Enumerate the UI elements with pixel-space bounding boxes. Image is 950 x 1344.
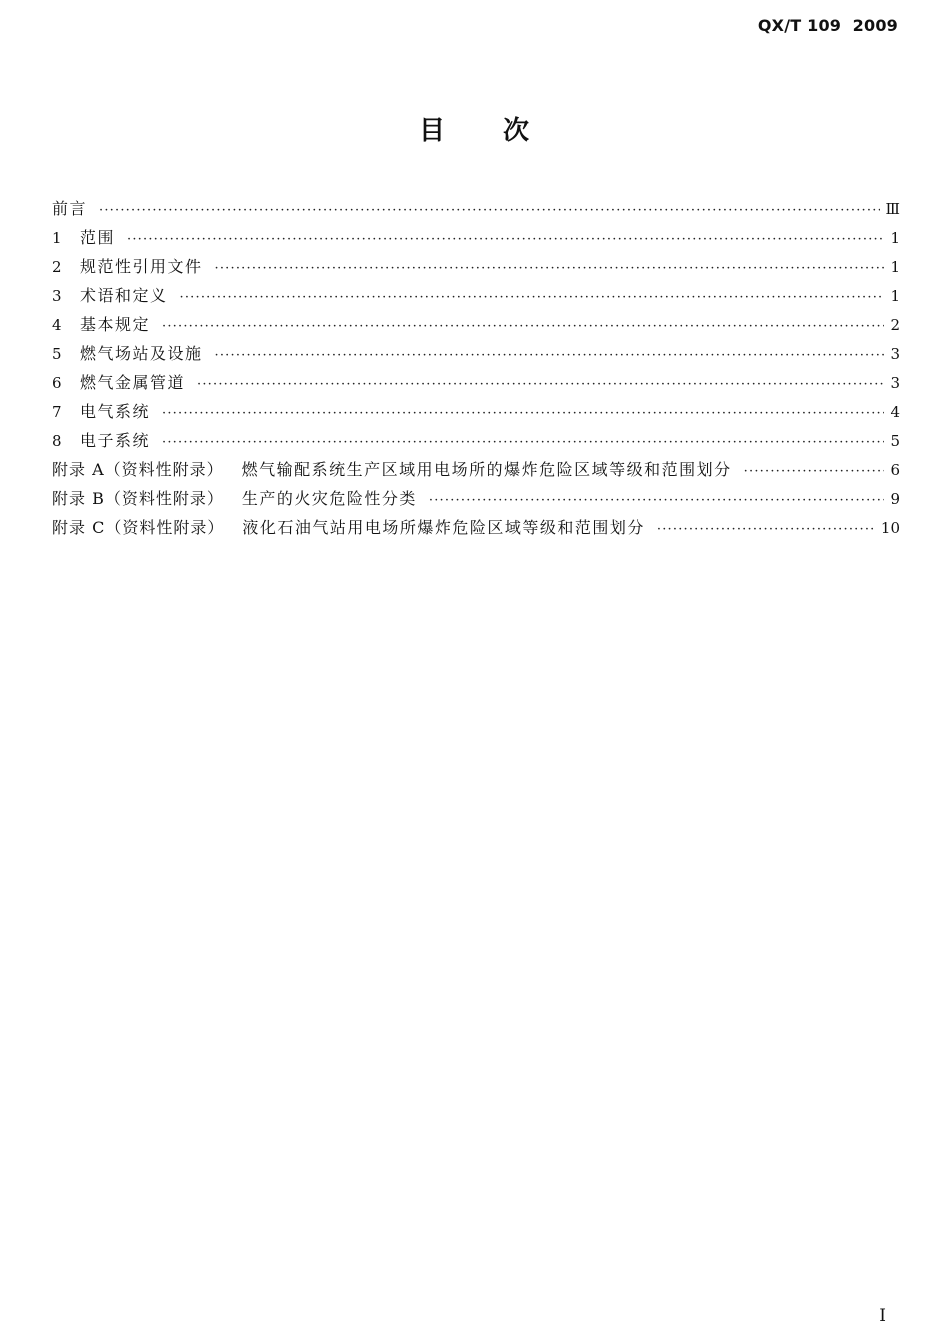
- toc-entry-label: 范围: [80, 228, 116, 247]
- toc-entry-label: 前言: [52, 199, 88, 218]
- toc-annex-prefix: 附录 A（资料性附录）: [52, 460, 224, 479]
- toc-entry-annex-a[interactable]: [52, 455, 900, 484]
- toc-entry-page: 3: [890, 374, 900, 392]
- toc-entry-5[interactable]: [52, 339, 900, 368]
- toc-entry-4[interactable]: [52, 310, 900, 339]
- toc-dot-leader: [215, 254, 885, 283]
- toc-entry-page: 5: [890, 432, 900, 450]
- toc-entry-label: 基本规定: [80, 315, 151, 334]
- toc-dot-leader: [657, 515, 875, 544]
- toc-entry-number: 5: [52, 345, 62, 363]
- toc-entry-page: 10: [880, 519, 900, 537]
- toc-dot-leader: [162, 399, 884, 428]
- toc-entry-number: 8: [52, 432, 62, 450]
- toc-entry-page: Ⅲ: [885, 200, 900, 218]
- toc-entry-number: 1: [52, 229, 62, 247]
- toc-entry-label: 电子系统: [80, 431, 151, 450]
- toc-entry-label: 燃气场站及设施: [80, 344, 203, 363]
- toc-entry-number: 7: [52, 403, 62, 421]
- toc-entry-page: 1: [890, 229, 900, 247]
- toc-entry-annex-c[interactable]: [52, 513, 900, 542]
- toc-entry-label: 术语和定义: [80, 286, 168, 305]
- toc-title-right: 次: [503, 116, 532, 146]
- toc-entry-number: 4: [52, 316, 62, 334]
- toc-dot-leader: [215, 341, 885, 370]
- page-folio: I: [879, 1306, 886, 1326]
- toc-entry-page: 4: [890, 403, 900, 421]
- toc-entry-page: 9: [890, 490, 900, 508]
- toc-entry-label: 生产的火灾危险性分类: [241, 489, 417, 508]
- toc-entry-label: 燃气金属管道: [80, 373, 186, 392]
- toc-dot-leader: [99, 196, 880, 225]
- toc-entry-foreword[interactable]: [52, 194, 900, 223]
- toc-entry-8[interactable]: [52, 426, 900, 455]
- toc-dot-leader: [162, 428, 884, 457]
- toc-list: [52, 194, 900, 542]
- toc-entry-label: 液化石油气站用电场所爆炸危险区域等级和范围划分: [242, 518, 645, 537]
- toc-entry-7[interactable]: [52, 397, 900, 426]
- toc-entry-6[interactable]: [52, 368, 900, 397]
- toc-entry-3[interactable]: [52, 281, 900, 310]
- toc-entry-page: 6: [890, 461, 900, 479]
- toc-entry-2[interactable]: [52, 252, 900, 281]
- toc-title-left: 目: [418, 116, 447, 146]
- toc-entry-label: 规范性引用文件: [80, 257, 203, 276]
- toc-entry-label: 电气系统: [80, 402, 151, 421]
- toc-dot-leader: [127, 225, 884, 254]
- toc-annex-prefix: 附录 B（资料性附录）: [52, 489, 224, 508]
- toc-annex-prefix: 附录 C（资料性附录）: [52, 518, 225, 537]
- toc-entry-number: 2: [52, 258, 62, 276]
- toc-entry-page: 2: [890, 316, 900, 334]
- toc-entry-1[interactable]: [52, 223, 900, 252]
- toc-dot-leader: [197, 370, 884, 399]
- toc-entry-annex-b[interactable]: [52, 484, 900, 513]
- toc-dot-leader: [180, 283, 885, 312]
- standard-code: QX/T 109 2009: [757, 16, 898, 35]
- toc-entry-page: 1: [890, 287, 900, 305]
- toc-entry-page: 3: [890, 345, 900, 363]
- toc-entry-page: 1: [890, 258, 900, 276]
- toc-entry-label: 燃气输配系统生产区域用电场所的爆炸危险区域等级和范围划分: [241, 460, 732, 479]
- toc-entry-number: 3: [52, 287, 62, 305]
- toc-entry-number: 6: [52, 374, 62, 392]
- toc-dot-leader: [744, 457, 885, 486]
- toc-dot-leader: [429, 486, 885, 515]
- toc-title: [0, 110, 950, 147]
- toc-dot-leader: [162, 312, 884, 341]
